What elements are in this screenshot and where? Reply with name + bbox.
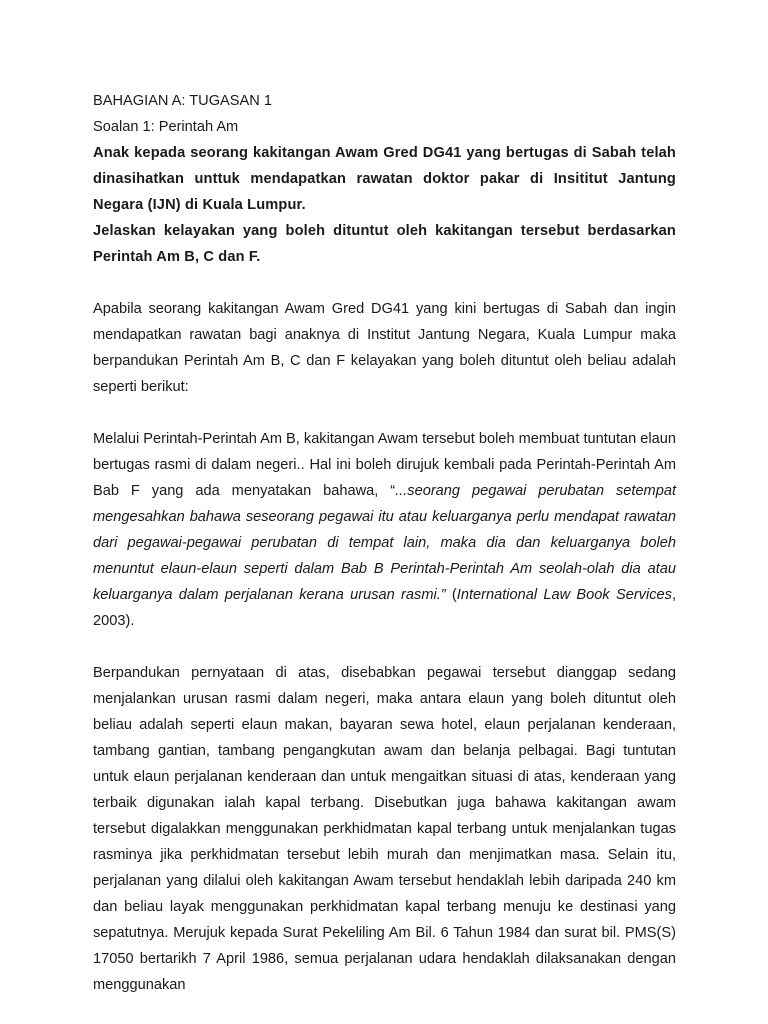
answer-paragraph-3: Berpandukan pernyataan di atas, disebabkan pegawai tersebut dianggap sedang menjalankan urusan rasmi dalam negeri, maka antara elaun yang boleh dituntut oleh beliau adalah seperti elaun makan, bayaran sewa hotel, elaun perjalanan kenderaan, tambang gantian, tambang pengangkutan awam dan belanja pelbagai. Bagi tuntutan untuk elaun perjalanan kenderaan dan untuk mengaitkan situasi di atas, kenderaan yang terbaik digunakan ialah kapal terbang. Disebutkan juga bahawa kakitangan awam tersebut digalakkan menggunakan perkhidmatan kapal terbang untuk menjalankan tugas rasminya jika perkhidmatan tersebut lebih murah dan menjimatkan masa. Selain itu, perjalanan yang dilalui oleh kakitangan Awam tersebut hendaklah lebih daripada 240 km dan beliau layak menggunakan perkhidmatan kapal terbang menuju ke destinasi yang sepatutnya. Merujuk kepada Surat Pekeliling Am Bil. 6 Tahun 1984 dan surat bil. PMS(S) 17050 bertarikh 7 April 1986, semua perjalanan udara hendaklah dilaksanakan dengan menggunakan (93, 665, 676, 993)
document-page (93, 88, 676, 998)
citation-close: , 2003). (93, 587, 676, 629)
answer-paragraph-2 (93, 426, 676, 634)
question-title: Soalan 1: Perintah Am (93, 119, 239, 135)
paragraph-2-intro: Melalui Perintah-Perintah Am B, kakitangan Awam tersebut boleh membuat tuntutan elaun bertugas rasmi di dalam negeri.. Hal ini boleh dirujuk kembali pada Perintah-Perintah Am Bab F yang ada menyatakan bahawa, “ (93, 431, 677, 499)
question-context: Anak kepada seorang kakitangan Awam Gred DG41 yang bertugas di Sabah telah dinasihatkan unttuk mendapatkan rawatan doktor pakar di Insititut Jantung Negara (IJN) di Kuala Lumpur. (93, 145, 676, 213)
citation-open: ( (445, 587, 457, 603)
document-heading: BAHAGIAN A: TUGASAN 1 (93, 93, 272, 109)
quoted-regulation: ...seorang pegawai perubatan setempat mengesahkan bahawa seseorang pegawai itu atau keluarganya perlu mendapat rawatan dari pegawai-pegawai perubatan di tempat lain, maka dia dan keluarganya boleh menuntut elaun-elaun seperti dalam Bab B Perintah-Perintah Am seolah-olah dia atau keluarganya dalam perjalanan kerana urusan rasmi.” (93, 483, 676, 603)
answer-paragraph-1: Apabila seorang kakitangan Awam Gred DG41 yang kini bertugas di Sabah dan ingin mendapatkan rawatan bagi anaknya di Institut Jantung Negara, Kuala Lumpur maka berpandukan Perintah Am B, C dan F kelayakan yang boleh dituntut oleh beliau adalah seperti berikut: (93, 301, 676, 395)
question-task: Jelaskan kelayakan yang boleh dituntut oleh kakitangan tersebut berdasarkan Perintah Am B, C dan F. (93, 223, 676, 265)
citation-source: International Law Book Services (456, 587, 672, 603)
